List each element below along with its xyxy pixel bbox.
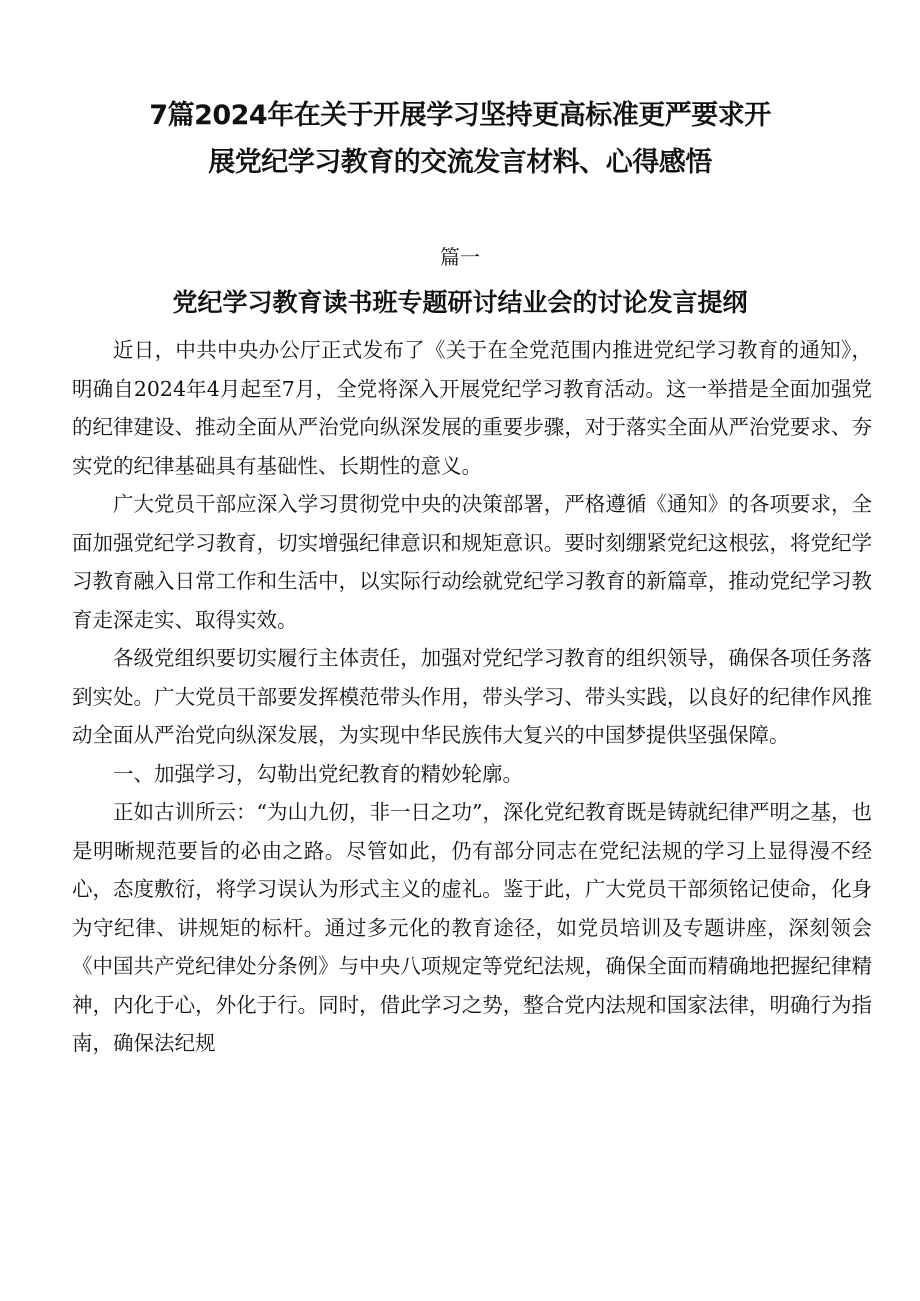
section-title: 党纪学习教育读书班专题研讨结业会的讨论发言提纲 — [172, 288, 748, 317]
subheading-paragraph: 一、加强学习，勾勒出党纪教育的精妙轮廓。 — [113, 761, 523, 786]
document-body — [72, 331, 872, 1063]
document-title — [60, 92, 860, 186]
paragraph: 广大党员干部应深入学习贯彻党中央的决策部署，严格遵循《通知》的各项要求，全面加强党纪学习教育，切实增强纪律意识和规矩意识。要时刻绷紧党纪这根弦，将党纪学习教育融入日常工作和生活中，以实际行动绘就党纪学习教育的新篇章，推动党纪学习教育走深走实、取得实效。 — [72, 492, 872, 632]
paragraph: 各级党组织要切实履行主体责任，加强对党纪学习教育的组织领导，确保各项任务落到实处。广大党员干部要发挥模范带头作用，带头学习、带头实践，以良好的纪律作风推动全面从严治党向纵深发展，为实现中华民族伟大复兴的中国梦提供坚强保障。 — [72, 646, 872, 747]
paragraph: 近日，中共中央办公厅正式发布了《关于在全党范围内推进党纪学习教育的通知》，明确自2024年4月起至7月，全党将深入开展党纪学习教育活动。这一举措是全面加强党的纪律建设、推动全面从严治党向纵深发展的重要步骤，对于落实全面从严治党要求、夯实党的纪律基础具有基础性、长期性的意义。 — [72, 338, 872, 478]
document-title-line-2: 展党纪学习教育的交流发言材料、心得感悟 — [208, 147, 712, 178]
document-title-line-1: 7篇2024年在关于开展学习坚持更高标准更严要求开 — [149, 100, 771, 131]
section-label: 篇一 — [440, 245, 480, 269]
paragraph: 正如古训所云：“为山九仞，非一日之功”，深化党纪教育既是铸就纪律严明之基，也是明晰规范要旨的必由之路。尽管如此，仍有部分同志在党纪法规的学习上显得漫不经心，态度敷衍，将学习误认为形式主义的虚礼。鉴于此，广大党员干部须铭记使命，化身为守纪律、讲规矩的标杆。通过多元化的教育途径，如党员培训及专题讲座，深刻领会《中国共产党纪律处分条例》与中央八项规定等党纪法规，确保全面而精确地把握纪律精神，内化于心，外化于行。同时，借此学习之势，整合党内法规和国家法律，明确行为指南，确保法纪规 — [72, 800, 872, 1055]
